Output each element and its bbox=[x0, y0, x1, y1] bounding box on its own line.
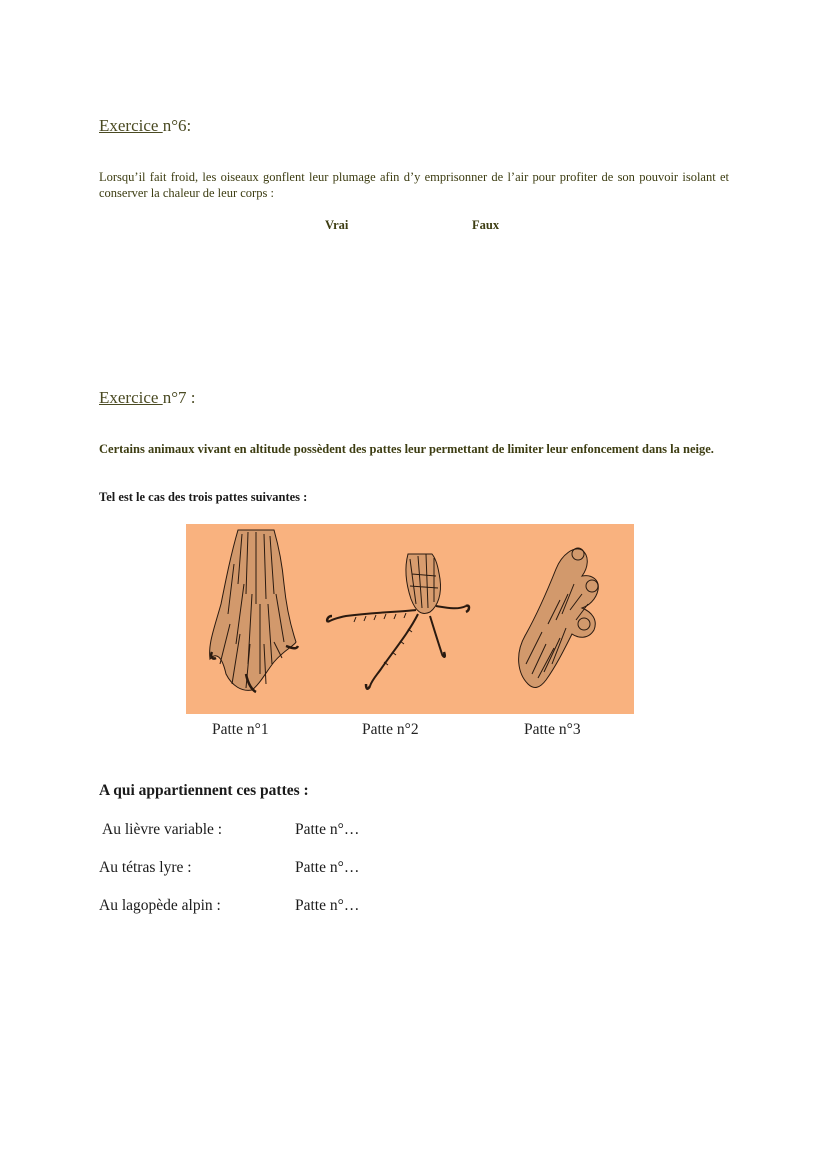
option-false[interactable]: Faux bbox=[472, 218, 500, 232]
question: A qui appartiennent ces pattes : bbox=[99, 782, 309, 799]
answer-blank-2[interactable]: Patte n°… bbox=[295, 859, 360, 876]
ptarmigan-foot-icon bbox=[519, 548, 599, 687]
answer-animal-3: Au lagopède alpin : bbox=[99, 897, 221, 914]
caption-patte-3: Patte n°3 bbox=[524, 721, 581, 738]
exercise-7-title-underlined: Exercice bbox=[99, 388, 163, 407]
paws-illustration bbox=[186, 524, 634, 714]
answer-animal-2: Au tétras lyre : bbox=[99, 859, 192, 876]
answer-blank-3[interactable]: Patte n°… bbox=[295, 897, 360, 914]
exercise-7-intro bbox=[99, 441, 729, 457]
exercise-7-title-number: n°7 : bbox=[162, 388, 196, 407]
answer-animal-1: Au lièvre variable : bbox=[99, 821, 223, 838]
option-true[interactable]: Vrai bbox=[325, 218, 349, 232]
exercise-6-statement: Lorsqu’il fait froid, les oiseaux gonflent leur plumage afin d’y emprisonner de l’air pour profiter de son pouvoir isolant et conserver la chaleur de leur corps : bbox=[99, 170, 729, 200]
exercise-6-title-underlined: Exercice bbox=[99, 116, 163, 135]
exercise-6-title bbox=[99, 116, 191, 136]
grouse-foot-icon bbox=[327, 554, 469, 689]
caption-patte-2: Patte n°2 bbox=[362, 721, 419, 738]
exercise-6-title-number: n°6: bbox=[162, 116, 192, 135]
hare-paw-icon bbox=[210, 530, 298, 692]
exercise-7-title bbox=[99, 388, 195, 408]
exercise-7-lead: Tel est le cas des trois pattes suivantes : bbox=[99, 490, 308, 504]
caption-patte-1: Patte n°1 bbox=[212, 721, 269, 738]
exercise-7-intro-text: Certains animaux vivant en altitude possèdent des pattes leur permettant de limiter leur enfoncement dans la neige. bbox=[99, 442, 714, 456]
answer-blank-1[interactable]: Patte n°… bbox=[295, 821, 360, 838]
